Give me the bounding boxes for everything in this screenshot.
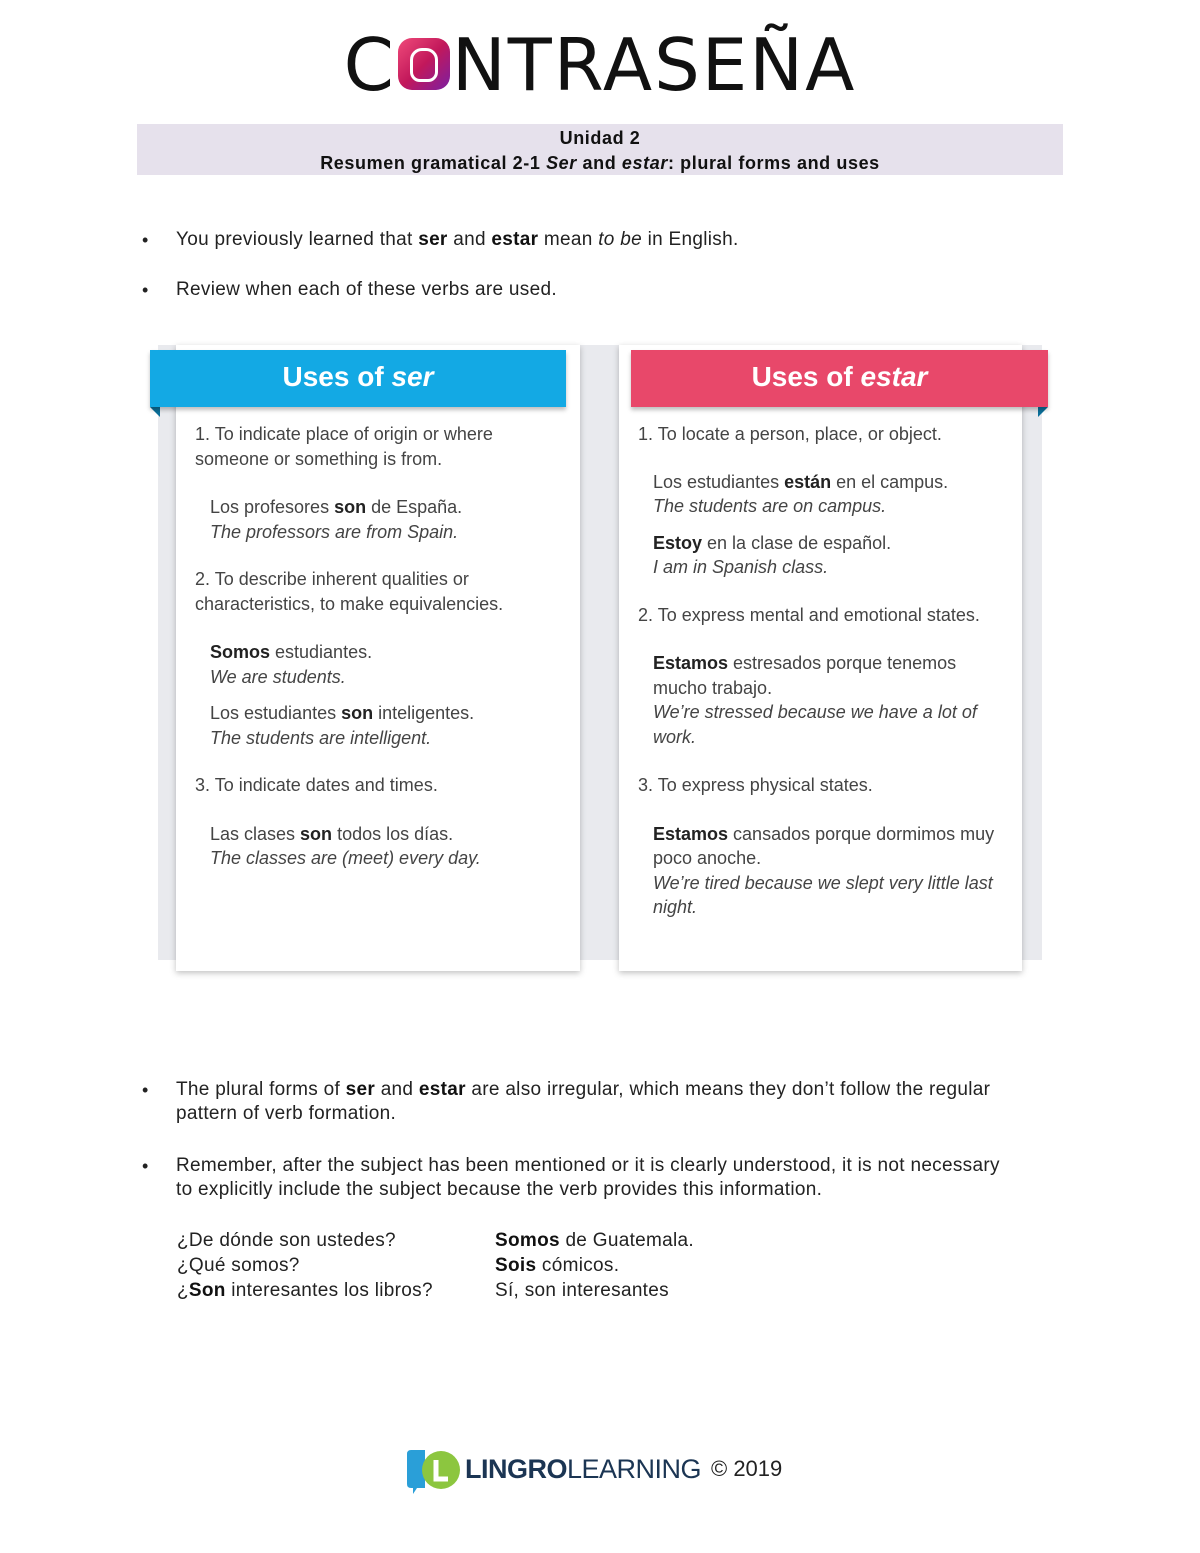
verb: Estamos — [653, 653, 729, 673]
intro-bullet-2: • Review when each of these verbs are used. — [140, 278, 1020, 302]
translation: The students are intelligent. — [210, 727, 432, 748]
ribbon-fold-right — [1038, 407, 1048, 417]
text: interesantes los libros? — [225, 1280, 433, 1301]
text: Las clases — [210, 823, 301, 844]
text: todos los días. — [332, 823, 454, 844]
logo-letter-n: Ñ — [749, 23, 806, 107]
text: in English. — [641, 229, 739, 250]
text: and — [375, 1079, 419, 1100]
header-verb: ser — [391, 361, 434, 392]
example-question — [177, 1278, 495, 1303]
example-row — [177, 1228, 694, 1253]
note-bullet-2: • Remember, after the subject has been mentioned or it is clearly understood, it is not necessary to explicitly include the subject because the verb provides this information. — [140, 1154, 1020, 1202]
text: estresados porque tenemos mucho trabajo. — [653, 653, 957, 698]
example-es — [653, 651, 1008, 700]
unit-title: Unidad 2 — [559, 128, 641, 148]
subtitle-text: Resumen gramatical 2-1 — [320, 153, 547, 173]
example-en — [653, 871, 1008, 920]
ser-example-3 — [195, 701, 565, 750]
translation: We are students. — [210, 666, 346, 687]
verb: son — [341, 703, 374, 723]
example-es — [653, 822, 1008, 871]
note-bullet-1 — [140, 1078, 1020, 1126]
intro-list — [140, 228, 1020, 302]
logo-letter-c: C — [343, 23, 396, 107]
example-en — [210, 665, 565, 690]
word-estar: estar — [418, 1079, 466, 1100]
header-verb: estar — [860, 361, 928, 392]
example-row — [177, 1253, 694, 1278]
translation: The students are on campus. — [653, 496, 887, 516]
example-question: ¿De dónde son ustedes? — [177, 1230, 396, 1251]
ser-example-4 — [195, 822, 565, 871]
ser-use-3: 3. To indicate dates and times. — [195, 775, 438, 795]
estar-example-4 — [638, 822, 1008, 920]
fingerprint-icon — [398, 38, 450, 90]
text: Los estudiantes — [653, 471, 785, 492]
text: de España. — [366, 497, 463, 517]
example-answer — [495, 1228, 694, 1253]
contrasena-logo — [0, 23, 1200, 107]
verb: Estamos — [653, 823, 729, 844]
verb: Somos — [210, 642, 271, 662]
ser-example-2 — [195, 640, 565, 689]
example-es — [653, 531, 1008, 556]
estar-use-1: 1. To locate a person, place, or object. — [638, 424, 942, 444]
ser-example-1 — [195, 495, 565, 544]
translation: The professors are from Spain. — [210, 521, 459, 542]
word-to-be: to be — [598, 229, 642, 250]
ser-card-body — [195, 422, 565, 871]
text: en el campus. — [831, 471, 949, 492]
text: Los profesores — [210, 497, 335, 517]
translation: The classes are (meet) every day. — [210, 848, 481, 868]
subtitle-post: : plural forms and uses — [667, 153, 880, 173]
footer — [403, 1446, 803, 1496]
example-en — [210, 726, 565, 751]
example-en — [653, 700, 1008, 749]
example-en — [210, 520, 565, 545]
example-es — [653, 470, 1008, 495]
subtitle-and: and — [576, 153, 622, 173]
ser-use-2: 2. To describe inherent qualities or characteristics, to make equivalencies. — [195, 569, 504, 614]
examples-table — [177, 1228, 694, 1303]
text: The plural forms of — [176, 1079, 346, 1100]
logo-text: NTRASE — [451, 23, 750, 107]
example-es — [210, 495, 565, 520]
word-ser: ser — [345, 1079, 376, 1100]
notes-list — [140, 1078, 1020, 1202]
example-question: ¿Qué somos? — [177, 1255, 300, 1276]
ribbon-fold-left — [150, 407, 160, 417]
translation: We’re tired because we slept very little last night. — [653, 872, 993, 917]
text: cansados porque dormimos muy poco anoche. — [653, 823, 995, 868]
estar-card-body — [638, 422, 1008, 920]
example-row — [177, 1278, 694, 1303]
header-text: Uses of — [282, 361, 392, 392]
unit-subtitle — [137, 151, 1063, 176]
text: Los estudiantes — [210, 703, 342, 723]
example-en — [653, 494, 1008, 519]
copyright: © 2019 — [711, 1456, 783, 1481]
example-answer: Sí, son interesantes — [495, 1280, 669, 1301]
word-estar: estar — [491, 229, 539, 250]
brand-bold: LINGRO — [465, 1454, 567, 1484]
example-es — [210, 640, 565, 665]
example-en — [653, 555, 1008, 580]
lingro-brand — [465, 1454, 701, 1485]
text: estudiantes. — [270, 642, 373, 662]
example-es — [210, 822, 565, 847]
estar-use-2: 2. To express mental and emotional states. — [638, 604, 980, 625]
estar-example-2 — [638, 531, 1008, 580]
verb: son — [300, 823, 333, 844]
text: cómicos. — [536, 1255, 620, 1276]
verb: Somos — [495, 1230, 560, 1251]
example-es — [210, 701, 565, 726]
intro-bullet-1 — [140, 228, 1020, 252]
text: and — [447, 229, 492, 250]
text: en la clase de español. — [702, 532, 892, 553]
text: are also irregular, which means they don’t follow the regular pattern of verb formation. — [176, 1079, 991, 1124]
estar-example-1 — [638, 470, 1008, 519]
text: You previously learned that — [176, 229, 419, 250]
estar-example-3 — [638, 651, 1008, 749]
verb: están — [784, 471, 832, 492]
verb: Son — [188, 1280, 226, 1301]
ser-card-header — [150, 350, 566, 407]
ser-use-1: 1. To indicate place of origin or where someone or something is from. — [195, 424, 493, 469]
translation: I am in Spanish class. — [653, 557, 829, 577]
example-en — [210, 846, 565, 871]
text: mean — [538, 229, 599, 250]
subtitle-estar: estar — [621, 153, 668, 173]
lingro-chat-bubble-icon — [403, 1448, 461, 1494]
example-answer — [495, 1253, 619, 1278]
translation: We’re stressed because we have a lot of work. — [653, 702, 977, 747]
header-text: Uses of — [751, 361, 861, 392]
text: ¿ — [177, 1280, 189, 1301]
estar-card-header — [631, 350, 1048, 407]
word-ser: ser — [418, 229, 448, 250]
subtitle-ser: Ser — [546, 153, 577, 173]
verb: Estoy — [653, 532, 703, 553]
verb: Sois — [495, 1255, 537, 1276]
text: de Guatemala. — [559, 1230, 694, 1251]
logo-letter-a: A — [805, 23, 857, 107]
estar-use-3: 3. To express physical states. — [638, 775, 873, 795]
text: inteligentes. — [373, 703, 475, 723]
unit-banner — [137, 124, 1063, 175]
brand-rest: LEARNING — [567, 1454, 702, 1484]
verb: son — [334, 497, 367, 517]
